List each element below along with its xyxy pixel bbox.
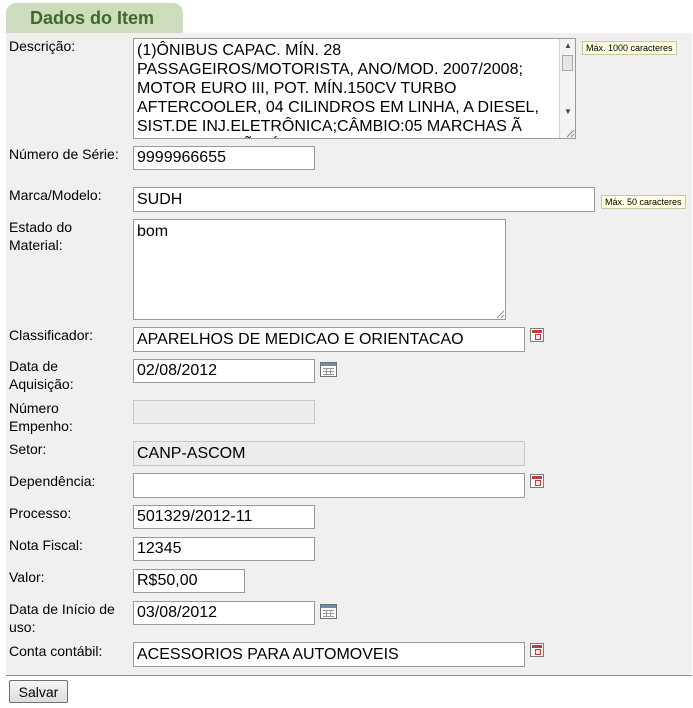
data-aquisicao-calendar-icon[interactable] (320, 362, 337, 377)
save-button[interactable]: Salvar (9, 680, 68, 703)
setor-input (133, 441, 525, 466)
descricao-textarea[interactable] (133, 38, 576, 139)
data-inicio-uso-input[interactable] (133, 601, 315, 625)
estado-material-label: Estado do Material: (9, 219, 73, 253)
dependencia-input[interactable] (133, 473, 525, 498)
marca-modelo-max-hint: Máx. 50 caracteres (601, 195, 686, 209)
conta-contabil-label: Conta contábil: (9, 643, 103, 659)
valor-input[interactable] (133, 569, 245, 593)
descricao-scrollbar[interactable] (559, 39, 575, 138)
scroll-thumb[interactable] (562, 55, 573, 71)
data-aquisicao-label: Data de Aquisição: (9, 358, 74, 392)
classificador-input[interactable] (133, 327, 525, 352)
dependencia-label: Dependência: (9, 473, 96, 489)
resize-grip-icon[interactable] (565, 128, 575, 138)
descricao-label: Descrição: (9, 38, 76, 54)
nota-fiscal-input[interactable] (133, 537, 315, 561)
form-divider (6, 675, 692, 676)
valor-label: Valor: (9, 569, 45, 585)
marca-modelo-input[interactable] (133, 187, 595, 212)
data-aquisicao-input[interactable] (133, 359, 315, 383)
classificador-label: Classificador: (9, 327, 94, 343)
data-inicio-uso-label: Data de Início de uso: (9, 601, 115, 635)
processo-input[interactable] (133, 505, 315, 529)
data-inicio-uso-calendar-icon[interactable] (320, 604, 337, 619)
processo-label: Processo: (9, 505, 72, 521)
dependencia-lookup-icon[interactable] (530, 474, 544, 488)
descricao-max-hint: Máx. 1000 caracteres (582, 41, 677, 55)
estado-material-textarea[interactable] (133, 219, 506, 320)
conta-contabil-lookup-icon[interactable] (530, 643, 544, 657)
marca-modelo-label: Marca/Modelo: (9, 187, 102, 203)
setor-label: Setor: (9, 441, 47, 457)
nota-fiscal-label: Nota Fiscal: (9, 537, 83, 553)
numero-empenho-input (133, 400, 315, 424)
scroll-down-icon[interactable]: ▼ (564, 107, 572, 116)
numero-empenho-label: Número Empenho: (9, 400, 73, 434)
numero-serie-input[interactable] (133, 146, 315, 170)
numero-serie-label: Número de Série: (9, 146, 119, 162)
classificador-lookup-icon[interactable] (530, 328, 544, 342)
resize-grip-icon[interactable] (495, 309, 505, 319)
conta-contabil-input[interactable] (133, 642, 525, 667)
section-title: Dados do Item (6, 3, 183, 33)
scroll-up-icon[interactable]: ▲ (564, 41, 572, 50)
